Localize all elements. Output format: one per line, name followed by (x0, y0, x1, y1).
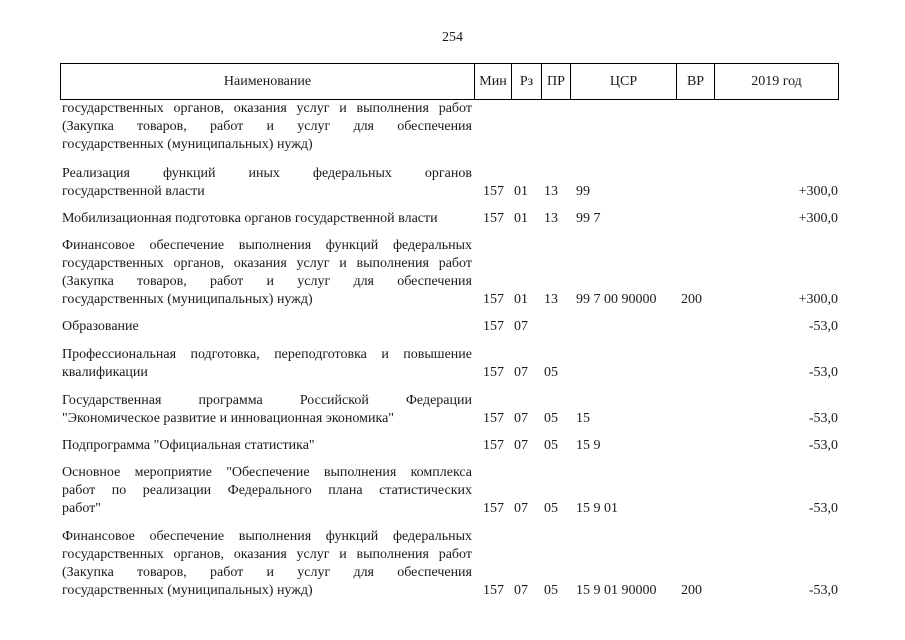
cell-amount: +300,0 (798, 211, 838, 226)
cell-min: 157 (483, 319, 504, 334)
column-header-year: 2019 год (751, 74, 802, 89)
cell-csr: 15 9 (576, 438, 601, 453)
cell-min: 157 (483, 211, 504, 226)
cell-pr: 13 (544, 184, 558, 199)
row-name: Реализация функций иных федеральных органов государственной власти (62, 166, 472, 199)
cell-min: 157 (483, 501, 504, 516)
cell-rz: 01 (514, 211, 528, 226)
column-header-vr: ВР (677, 64, 715, 99)
cell-amount: -53,0 (808, 319, 838, 334)
page-number: 254 (442, 30, 463, 45)
row-name: Финансовое обеспечение выполнения функций федеральных государственных органов, оказания услуг и выполнения работ (Закупка товаров, работ и услуг для обеспечения государственных (муниципальных) нужд) (62, 529, 472, 598)
cell-csr: 99 7 (576, 211, 601, 226)
cell-vr: 200 (681, 583, 702, 598)
column-header-min: Мин (475, 64, 512, 99)
cell-rz: 07 (514, 319, 528, 334)
cell-pr: 13 (544, 211, 558, 226)
cell-rz: 07 (514, 365, 528, 380)
column-header-name: Наименование (61, 64, 475, 99)
column-header-pr: ПР (542, 64, 571, 99)
cell-csr: 15 9 01 90000 (576, 583, 657, 598)
cell-min: 157 (483, 292, 504, 307)
cell-min: 157 (483, 365, 504, 380)
cell-rz: 01 (514, 292, 528, 307)
cell-amount: -53,0 (808, 411, 838, 426)
cell-pr: 05 (544, 583, 558, 598)
cell-min: 157 (483, 583, 504, 598)
column-header-csr: ЦСР (571, 64, 677, 99)
cell-rz: 07 (514, 411, 528, 426)
cell-csr: 99 (576, 184, 590, 199)
cell-pr: 13 (544, 292, 558, 307)
cell-amount: +300,0 (798, 184, 838, 199)
row-name: Государственная программа Российской Федерации "Экономическое развитие и инновационная экономика" (62, 393, 472, 426)
row-name: государственных органов, оказания услуг и выполнения работ (Закупка товаров, работ и услуг для обеспечения государственных (муниципальных) нужд) (62, 101, 472, 152)
row-name: Профессиональная подготовка, переподготовка и повышение квалификации (62, 347, 472, 380)
row-name: Основное мероприятие "Обеспечение выполнения комплекса работ по реализации Федерального плана статистических работ" (62, 465, 472, 516)
row-name: Мобилизационная подготовка органов государственной власти (62, 211, 438, 226)
cell-rz: 07 (514, 501, 528, 516)
cell-min: 157 (483, 184, 504, 199)
cell-rz: 07 (514, 583, 528, 598)
cell-amount: +300,0 (798, 292, 838, 307)
cell-rz: 07 (514, 438, 528, 453)
cell-amount: -53,0 (808, 501, 838, 516)
cell-min: 157 (483, 411, 504, 426)
column-header-rz: Рз (512, 64, 542, 99)
cell-csr: 99 7 00 90000 (576, 292, 657, 307)
cell-csr: 15 9 01 (576, 501, 618, 516)
cell-pr: 05 (544, 365, 558, 380)
row-name: Подпрограмма "Официальная статистика" (62, 438, 315, 453)
cell-min: 157 (483, 438, 504, 453)
cell-amount: -53,0 (808, 365, 838, 380)
cell-pr: 05 (544, 411, 558, 426)
cell-pr: 05 (544, 501, 558, 516)
cell-vr: 200 (681, 292, 702, 307)
cell-amount: -53,0 (808, 438, 838, 453)
cell-amount: -53,0 (808, 583, 838, 598)
cell-csr: 15 (576, 411, 590, 426)
cell-pr: 05 (544, 438, 558, 453)
cell-rz: 01 (514, 184, 528, 199)
row-name: Финансовое обеспечение выполнения функций федеральных государственных органов, оказания услуг и выполнения работ (Закупка товаров, работ и услуг для обеспечения государственных (муниципальных) нужд) (62, 238, 472, 307)
row-name: Образование (62, 319, 139, 334)
